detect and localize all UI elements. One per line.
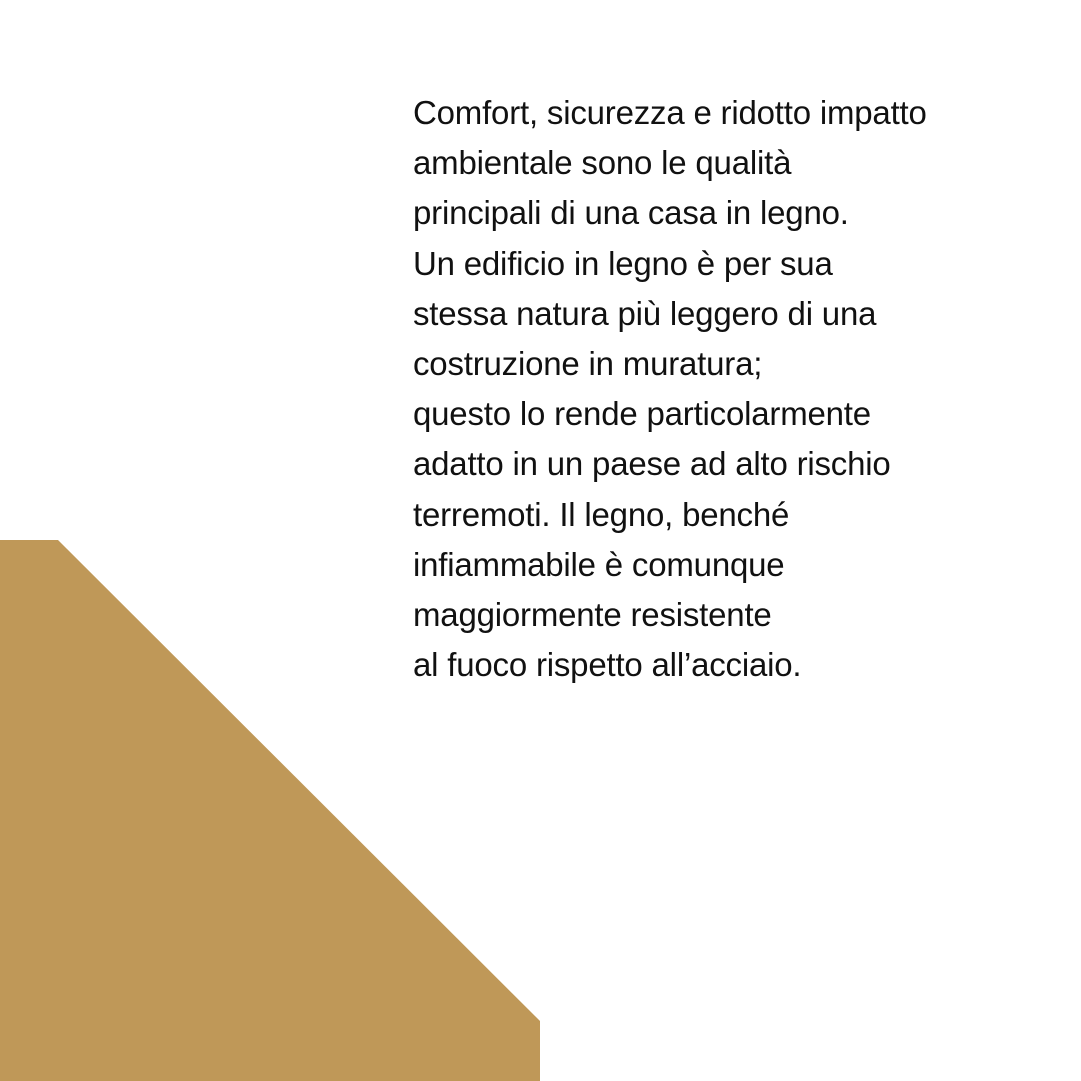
body-line: Comfort, sicurezza e ridotto impatto bbox=[413, 94, 927, 131]
body-paragraph bbox=[413, 88, 1053, 690]
body-line: principali di una casa in legno. bbox=[413, 194, 849, 232]
body-line: adatto in un paese ad alto rischio bbox=[413, 445, 891, 483]
body-line: ambientale sono le qualità bbox=[413, 144, 792, 182]
body-line: questo lo rende particolarmente bbox=[413, 395, 871, 433]
body-line: stessa natura più leggero di una bbox=[413, 294, 877, 332]
body-line: al fuoco rispetto all’acciaio. bbox=[413, 646, 802, 684]
body-line: maggiormente resistente bbox=[413, 596, 772, 634]
body-line: costruzione in muratura; bbox=[413, 345, 763, 383]
body-line: infiammabile è comunque bbox=[413, 545, 785, 583]
body-line: terremoti. Il legno, benché bbox=[413, 495, 790, 533]
body-line: Un edificio in legno è per sua bbox=[413, 244, 833, 282]
